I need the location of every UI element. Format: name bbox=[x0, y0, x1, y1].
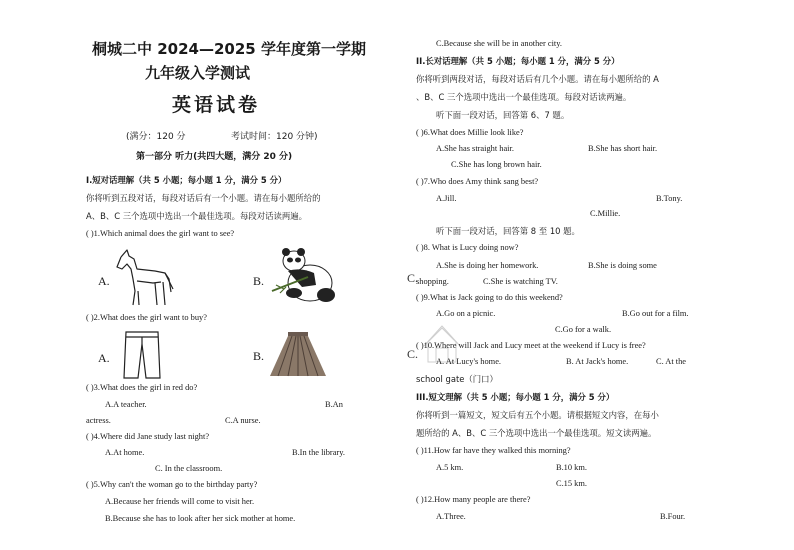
q10-option-c: C. At the bbox=[656, 357, 687, 366]
q9-option-a: A.Go on a picnic. bbox=[436, 309, 496, 318]
q9-option-b: B.Go out for a film. bbox=[622, 309, 689, 318]
q4-option-a: A.At home. bbox=[105, 448, 145, 457]
exam-subtitle: 九年级入学测试 bbox=[145, 64, 251, 82]
section3-instructions-1: 你将听到一篇短文，短文后有五个小题。请根据短文内容，在每小 bbox=[416, 410, 659, 420]
question-7: ( )7.Who does Amy think sang best? bbox=[416, 177, 539, 186]
q7-option-a: A.Jill. bbox=[436, 194, 457, 203]
q11-option-b: B.10 km. bbox=[556, 463, 587, 472]
q3-option-b-cont: actress. bbox=[86, 416, 111, 425]
exam-subject-title: 英语试卷 bbox=[172, 94, 261, 116]
q5-option-b: B.Because she has to look after her sick mother at home. bbox=[105, 514, 296, 523]
q2-option-b-label: B. bbox=[253, 349, 265, 363]
section3-heading: III.短文理解（共 5 小题；每小题 1 分，满分 5 分） bbox=[416, 392, 615, 402]
section2-heading: II.长对话理解（共 5 小题；每小题 1 分，满分 5 分） bbox=[416, 56, 620, 66]
q6-option-c: C.She has long brown hair. bbox=[451, 160, 542, 169]
q3-option-a: A.A teacher. bbox=[105, 400, 147, 409]
question-8: ( )8. What is Lucy doing now? bbox=[416, 243, 519, 252]
q10-option-a: A. At Lucy's home. bbox=[436, 357, 502, 366]
exam-school-title: 桐城二中 2024—2025 学年度第一学期 bbox=[92, 40, 366, 58]
question-9: ( )9.What is Jack going to do this weekend? bbox=[416, 293, 563, 302]
q4-option-b: B.In the library. bbox=[292, 448, 345, 457]
trousers-icon bbox=[120, 330, 164, 380]
question-3: ( )3.What does the girl in red do? bbox=[86, 383, 198, 392]
question-5: ( )5.Why can't the woman go to the birthday party? bbox=[86, 480, 258, 489]
q8-option-a: A.She is doing her homework. bbox=[436, 261, 539, 270]
section2-sub-instructions-1: 听下面一段对话，回答第 6、7 题。 bbox=[436, 110, 570, 120]
q1-option-b-label: B. bbox=[253, 274, 265, 288]
skirt-icon bbox=[268, 330, 328, 380]
q2-option-a-label: A. bbox=[98, 351, 110, 365]
question-6: ( )6.What does Millie look like? bbox=[416, 128, 524, 137]
full-score-info: (满分：120 分 bbox=[126, 132, 186, 142]
q11-option-c: C.15 km. bbox=[556, 479, 587, 488]
q6-option-a: A.She has straight hair. bbox=[436, 144, 514, 153]
question-4: ( )4.Where did Jane study last night? bbox=[86, 432, 210, 441]
q8-option-c: C.She is watching TV. bbox=[483, 277, 558, 286]
exam-time-info: 考试时间：120 分钟) bbox=[231, 132, 318, 142]
section3-instructions-2: 题所给的 A、B、C 三个选项中选出一个最佳选项。短文读两遍。 bbox=[416, 428, 657, 438]
stray-option-label-1: C. bbox=[407, 271, 419, 285]
q5-option-c: C.Because she will be in another city. bbox=[436, 39, 562, 48]
q10-option-c-cont: school gate（门口） bbox=[416, 374, 498, 384]
q12-option-b: B.Four. bbox=[660, 512, 686, 521]
question-10: ( )10.Where will Jack and Lucy meet at the weekend if Lucy is free? bbox=[416, 341, 646, 350]
q9-option-c: C.Go for a walk. bbox=[555, 325, 612, 334]
section1-instructions-1: 你将听到五段对话，每段对话后有一个小题。请在每小题所给的 bbox=[86, 193, 321, 203]
question-11: ( )11.How far have they walked this morning? bbox=[416, 446, 571, 455]
q11-option-a: A.5 km. bbox=[436, 463, 464, 472]
question-2: ( )2.What does the girl want to buy? bbox=[86, 313, 207, 322]
q4-option-c: C. In the classroom. bbox=[155, 464, 223, 473]
stray-option-label-2: C. bbox=[407, 347, 419, 361]
panda-icon bbox=[270, 247, 336, 305]
section1-instructions-2: A、B、C 三个选项中选出一个最佳选项。每段对话读两遍。 bbox=[86, 211, 307, 221]
q1-option-a-label: A. bbox=[98, 274, 110, 288]
q3-option-c: C.A nurse. bbox=[225, 416, 261, 425]
section1-heading: I.短对话理解（共 5 小题；每小题 1 分，满分 5 分） bbox=[86, 175, 287, 185]
part1-heading: 第一部分 听力(共四大题，满分 20 分) bbox=[136, 152, 293, 162]
q5-option-a: A.Because her friends will come to visit her. bbox=[105, 497, 255, 506]
q6-option-b: B.She has short hair. bbox=[588, 144, 658, 153]
question-12: ( )12.How many people are there? bbox=[416, 495, 531, 504]
q10-option-b: B. At Jack's home. bbox=[566, 357, 629, 366]
q8-option-b-cont: shopping. bbox=[416, 277, 449, 286]
q8-option-b: B.She is doing some bbox=[588, 261, 657, 270]
section2-sub-instructions-2: 听下面一段对话，回答第 8 至 10 题。 bbox=[436, 226, 580, 236]
q3-option-b: B.An bbox=[325, 400, 343, 409]
section2-instructions-2: 、B、C 三个选项中选出一个最佳选项。每段对话读两遍。 bbox=[416, 92, 632, 102]
q12-option-a: A.Three. bbox=[436, 512, 466, 521]
q7-option-b: B.Tony. bbox=[656, 194, 683, 203]
section2-instructions-1: 你将听到两段对话，每段对话后有几个小题。请在每小题所给的 A bbox=[416, 74, 659, 84]
question-1: ( )1.Which animal does the girl want to see? bbox=[86, 229, 235, 238]
horse-icon bbox=[113, 247, 175, 309]
q7-option-c: C.Millie. bbox=[590, 209, 621, 218]
